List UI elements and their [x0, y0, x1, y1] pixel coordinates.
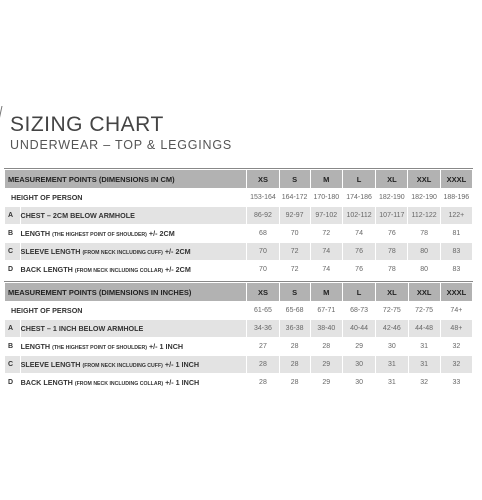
value-cell: 27 [247, 338, 279, 356]
value-cell: 70 [247, 261, 279, 279]
value-cell: 30 [342, 356, 375, 374]
value-cell: 83 [440, 261, 472, 279]
row-code: B [5, 225, 21, 243]
table-row [5, 189, 473, 207]
sizing-table-cm [4, 169, 473, 279]
value-cell: 174-186 [342, 189, 375, 207]
value-cell: 36-38 [279, 320, 310, 338]
value-cell: 28 [247, 356, 279, 374]
value-cell: 74 [342, 225, 375, 243]
value-cell: 86-92 [247, 207, 279, 225]
value-cell: 40-44 [342, 320, 375, 338]
size-header-xxl: XXL [408, 170, 440, 189]
size-header-s: S [279, 283, 310, 302]
row-label-cell [20, 225, 247, 243]
table-row [5, 356, 473, 374]
sizing-table-inches [4, 282, 473, 392]
row-tolerance: +/- 1 INCH [164, 360, 200, 369]
row-tolerance: +/- 2CM [165, 265, 191, 274]
value-cell: 182-190 [408, 189, 440, 207]
row-tolerance: +/- 2CM [164, 247, 191, 256]
row-label: SLEEVE LENGTH [20, 247, 81, 256]
size-header-xl: XL [376, 283, 408, 302]
row-label-cell [20, 207, 247, 225]
value-cell: 29 [342, 338, 375, 356]
row-code: D [5, 261, 21, 279]
value-cell: 31 [408, 338, 440, 356]
size-header-xs: XS [247, 283, 279, 302]
row-note: (THE HIGHEST POINT OF SHOULDER) [52, 232, 147, 238]
value-cell: 74+ [440, 302, 472, 320]
row-label: BACK LENGTH [20, 265, 73, 274]
value-cell: 102-112 [342, 207, 375, 225]
row-tolerance: +/- 2CM [148, 229, 175, 238]
value-cell: 72-75 [408, 302, 440, 320]
value-cell: 170-180 [310, 189, 342, 207]
row-code: A [5, 320, 21, 338]
table-row [5, 243, 473, 261]
value-cell: 28 [279, 356, 310, 374]
value-cell: 164-172 [279, 189, 310, 207]
row-label-cell [20, 374, 247, 392]
value-cell: 72 [279, 261, 310, 279]
value-cell: 182-190 [376, 189, 408, 207]
row-label: CHEST – 1 INCH BELOW ARMHOLE [20, 324, 144, 333]
value-cell: 107-117 [376, 207, 408, 225]
row-label: CHEST – 2CM BELOW ARMHOLE [20, 211, 135, 220]
size-header-l: L [342, 170, 375, 189]
table-row [5, 374, 473, 392]
value-cell: 72 [310, 225, 342, 243]
row-code: D [5, 374, 21, 392]
row-label-cell [20, 356, 247, 374]
value-cell: 67-71 [310, 302, 342, 320]
value-cell: 112-122 [408, 207, 440, 225]
value-cell: 78 [408, 225, 440, 243]
value-cell: 61-65 [247, 302, 279, 320]
value-cell: 76 [376, 225, 408, 243]
row-code: A [5, 207, 21, 225]
table-row [5, 207, 473, 225]
value-cell: 76 [342, 243, 375, 261]
table-row [5, 225, 473, 243]
row-tolerance: +/- 1 INCH [148, 342, 184, 351]
row-label: BACK LENGTH [20, 378, 73, 387]
table-header-row [5, 283, 473, 302]
row-label: HEIGHT OF PERSON [5, 302, 247, 320]
row-label-cell [20, 243, 247, 261]
title-accent-slash [0, 106, 6, 120]
value-cell: 68-73 [342, 302, 375, 320]
size-header-l: L [342, 283, 375, 302]
value-cell: 31 [376, 374, 408, 392]
value-cell: 38-40 [310, 320, 342, 338]
row-code: C [5, 356, 21, 374]
value-cell: 28 [279, 338, 310, 356]
value-cell: 32 [408, 374, 440, 392]
value-cell: 74 [310, 243, 342, 261]
table-row [5, 338, 473, 356]
value-cell: 70 [279, 225, 310, 243]
value-cell: 29 [310, 374, 342, 392]
size-header-s: S [279, 170, 310, 189]
value-cell: 153-164 [247, 189, 279, 207]
size-header-xxxl: XXXL [440, 283, 472, 302]
value-cell: 78 [376, 243, 408, 261]
row-note: (THE HIGHEST POINT OF SHOULDER) [52, 345, 147, 351]
value-cell: 44-48 [408, 320, 440, 338]
value-cell: 78 [376, 261, 408, 279]
table-header-row [5, 170, 473, 189]
row-label-cell [20, 320, 247, 338]
value-cell: 31 [408, 356, 440, 374]
size-header-xl: XL [376, 170, 408, 189]
value-cell: 29 [310, 356, 342, 374]
size-header-xxl: XXL [408, 283, 440, 302]
value-cell: 30 [342, 374, 375, 392]
size-header-m: M [310, 170, 342, 189]
table-row [5, 320, 473, 338]
row-tolerance: +/- 1 INCH [165, 378, 200, 387]
value-cell: 28 [247, 374, 279, 392]
table-row [5, 302, 473, 320]
value-cell: 97-102 [310, 207, 342, 225]
value-cell: 80 [408, 243, 440, 261]
value-cell: 81 [440, 225, 472, 243]
value-cell: 122+ [440, 207, 472, 225]
row-code: B [5, 338, 21, 356]
value-cell: 70 [247, 243, 279, 261]
value-cell: 31 [376, 356, 408, 374]
row-label: HEIGHT OF PERSON [5, 189, 247, 207]
value-cell: 188-196 [440, 189, 472, 207]
value-cell: 68 [247, 225, 279, 243]
value-cell: 80 [408, 261, 440, 279]
row-note: (FROM NECK INCLUDING COLLAR) [74, 268, 164, 274]
row-label: LENGTH [20, 229, 51, 238]
value-cell: 72-75 [376, 302, 408, 320]
value-cell: 42-46 [376, 320, 408, 338]
row-note: (FROM NECK INCLUDING COLLAR) [74, 381, 164, 387]
value-cell: 74 [310, 261, 342, 279]
row-label: SLEEVE LENGTH [20, 360, 81, 369]
value-cell: 76 [342, 261, 375, 279]
row-label-cell [20, 338, 247, 356]
row-label: LENGTH [20, 342, 51, 351]
value-cell: 33 [440, 374, 472, 392]
value-cell: 83 [440, 243, 472, 261]
value-cell: 28 [310, 338, 342, 356]
table-row [5, 261, 473, 279]
size-header-xs: XS [247, 170, 279, 189]
value-cell: 72 [279, 243, 310, 261]
value-cell: 65-68 [279, 302, 310, 320]
size-header-xxxl: XXXL [440, 170, 472, 189]
page-subtitle: UNDERWEAR – TOP & LEGGINGS [10, 138, 233, 152]
page-title: SIZING CHART [10, 113, 164, 136]
row-note: (FROM NECK INCLUDING CUFF) [82, 250, 163, 256]
value-cell: 32 [440, 338, 472, 356]
value-cell: 34-36 [247, 320, 279, 338]
value-cell: 28 [279, 374, 310, 392]
value-cell: 48+ [440, 320, 472, 338]
row-code: C [5, 243, 21, 261]
row-note: (FROM NECK INCLUDING CUFF) [82, 363, 163, 369]
table-heading: MEASUREMENT POINTS (DIMENSIONS IN CM) [5, 170, 247, 189]
value-cell: 30 [376, 338, 408, 356]
value-cell: 32 [440, 356, 472, 374]
value-cell: 92-97 [279, 207, 310, 225]
table-heading: MEASUREMENT POINTS (DIMENSIONS IN INCHES) [5, 283, 247, 302]
size-header-m: M [310, 283, 342, 302]
row-label-cell [20, 261, 247, 279]
